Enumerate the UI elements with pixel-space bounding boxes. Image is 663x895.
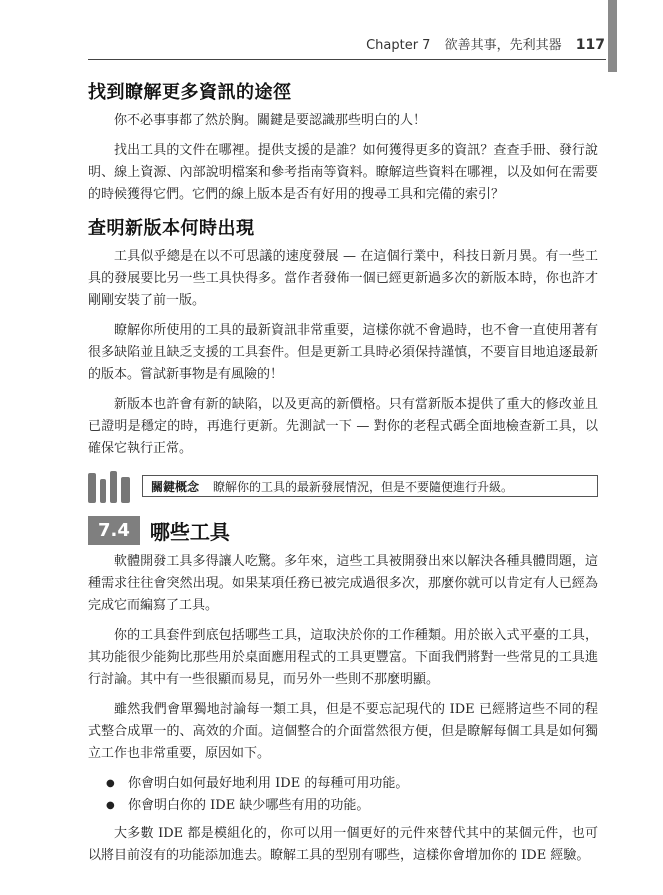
bullet-list <box>88 773 598 817</box>
paragraph: 你不必事事都了然於胸。關鍵是要認識那些明白的人！ <box>114 113 427 128</box>
section-number: 7.4 <box>88 516 140 545</box>
key-concept-text: 瞭解你的工具的最新發展情況，但是不要隨便進行升級。 <box>213 479 514 494</box>
paragraph: 你的工具套件到底包括哪些工具，這取決於你的工作種類。用於嵌入式平臺的工具，其功能很少能夠比那些用於桌面應用程式的工具更豐富。下面我們將對一些常見的工具進行討論。其中有一些很顯而易見，而另外一些則不那麼明顯。 <box>88 628 598 687</box>
section-heading-resources: 找到瞭解更多資訊的途徑 <box>88 82 292 103</box>
section-title: 哪些工具 <box>149 520 230 544</box>
page-body <box>88 70 598 875</box>
list-item: ● 你會明白你的 IDE 缺少哪些有用的功能。 <box>128 795 598 817</box>
section-heading-new-versions: 查明新版本何時出現 <box>88 218 255 239</box>
tools-icon <box>88 469 142 503</box>
paragraph: 軟體開發工具多得讓人吃驚。多年來，這些工具被開發出來以解決各種具體問題，這種需求往往會突然出現。如果某項任務已被完成過很多次，那麼你就可以肯定有人已經為完成它而編寫了工具。 <box>88 554 598 613</box>
paragraph: 大多數 IDE 都是模組化的，你可以用一個更好的元件來替代其中的某個元件，也可以將目前沒有的功能添加進去。瞭解工具的型別有哪些，這樣你會增加你的 IDE 經驗。 <box>88 826 598 863</box>
key-concept-box <box>142 475 598 497</box>
paragraph: 新版本也許會有新的缺陷，以及更高的新價格。只有當新版本提供了重大的修改並且已證明是穩定的時，再進行更新。先測試一下 — 對你的老程式碼全面地檢查新工具，以確保它執行正常。 <box>88 397 598 456</box>
paragraph: 工具似乎總是在以不可思議的速度發展 — 在這個行業中，科技日新月異。有一些工具的發展要比另一些工具快得多。當作者發佈一個已經更新過多次的新版本時，你也許才剛剛安裝了前一版。 <box>88 249 598 308</box>
section-7-4-heading <box>88 516 598 545</box>
paragraph: 瞭解你所使用的工具的最新資訊非常重要，這樣你就不會過時，也不會一直使用著有很多缺陷並且缺乏支援的工具套件。但是更新工具時必須保持謹慎，不要盲目地追逐最新的版本。嘗試新事物是有風險的！ <box>88 323 598 382</box>
page-number: 117 <box>575 37 605 53</box>
chapter-tab-marker <box>608 0 617 72</box>
page-header <box>366 34 605 53</box>
chapter-title: 欲善其事，先利其器 <box>444 38 562 53</box>
chapter-label: Chapter 7 <box>366 38 431 53</box>
paragraph: 雖然我們會單獨地討論每一類工具，但是不要忘記現代的 IDE 已經將這些不同的程式整合成單一的、高效的介面。這個整合的介面當然很方便，但是瞭解每個工具是如何獨立工作也非常重要，原因如下。 <box>88 702 598 761</box>
key-concept-label: 關鍵概念 <box>151 479 200 494</box>
list-item: ● 你會明白如何最好地利用 IDE 的每種可用功能。 <box>128 773 598 795</box>
paragraph: 找出工具的文件在哪裡。提供支援的是誰？如何獲得更多的資訊？查查手冊、發行說明、線上資源、內部說明檔案和參考指南等資料。瞭解這些資料在哪裡，以及如何在需要的時候獲得它們。它們的線上版本是否有好用的搜尋工具和完備的索引？ <box>88 143 598 202</box>
key-concept-callout <box>88 468 598 504</box>
header-divider <box>88 59 606 60</box>
